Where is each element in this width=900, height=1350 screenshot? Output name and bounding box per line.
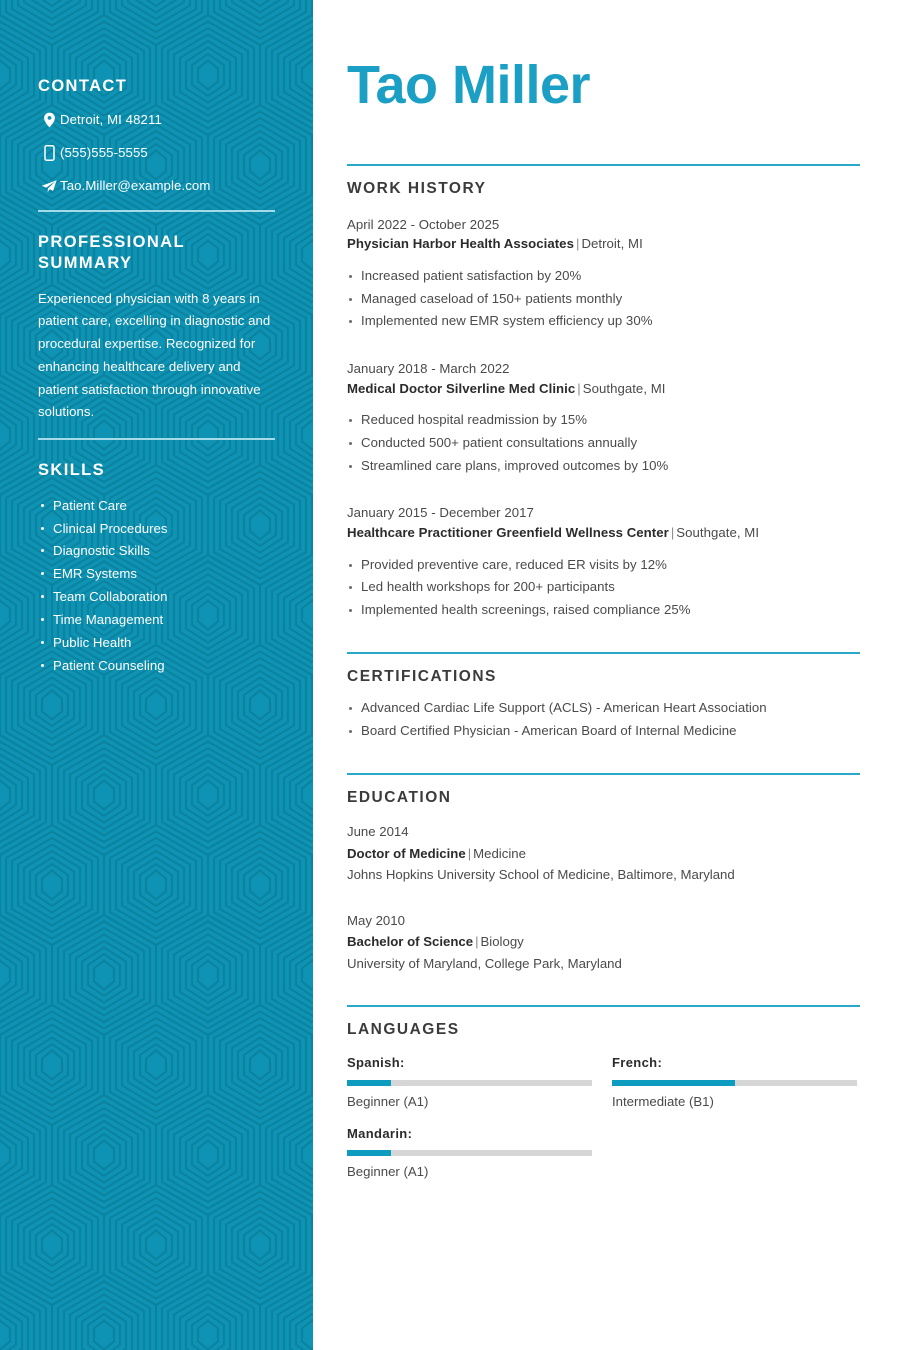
contact-item-email bbox=[38, 177, 275, 195]
main-content bbox=[313, 0, 900, 1350]
education-school: Johns Hopkins University School of Medicine, Baltimore, Maryland bbox=[347, 866, 735, 882]
contact-phone-text: (555)555-5555 bbox=[60, 145, 148, 161]
page-title: Tao Miller bbox=[347, 55, 591, 115]
job-role-company: Physician Harbor Health Associates bbox=[347, 236, 574, 252]
education-degree-line bbox=[347, 843, 866, 864]
language-proficiency-fill bbox=[612, 1080, 735, 1086]
work-history-section bbox=[347, 164, 866, 622]
education-field: Medicine bbox=[473, 845, 526, 861]
education-date: June 2014 bbox=[347, 824, 409, 840]
contact-item-location bbox=[38, 111, 275, 129]
education-entry bbox=[347, 911, 866, 974]
language-level: Beginner (A1) bbox=[347, 1093, 429, 1109]
language-proficiency-fill bbox=[347, 1080, 391, 1086]
job-location: Southgate, MI bbox=[582, 380, 666, 396]
phone-icon bbox=[38, 145, 60, 161]
work-history-entry bbox=[347, 215, 866, 333]
section-rule bbox=[347, 652, 860, 654]
contact-email-text: Tao.Miller@example.com bbox=[60, 178, 211, 194]
language-proficiency-bar bbox=[347, 1150, 592, 1156]
section-rule bbox=[347, 773, 860, 775]
job-bullet-list bbox=[347, 409, 866, 477]
jobs-container bbox=[347, 215, 866, 622]
sidebar-divider-1 bbox=[38, 210, 275, 212]
job-bullet: Implemented new EMR system efficiency up 30% bbox=[347, 310, 866, 333]
skill-item: Team Collaboration bbox=[38, 586, 275, 609]
education-separator: | bbox=[467, 845, 472, 861]
job-bullet-list bbox=[347, 554, 866, 622]
job-dates: April 2022 - October 2025 bbox=[347, 216, 500, 232]
job-bullet: Conducted 500+ patient consultations annually bbox=[347, 432, 866, 455]
skill-item: Patient Care bbox=[38, 495, 275, 518]
section-rule bbox=[347, 1005, 860, 1007]
language-name: French: bbox=[612, 1055, 663, 1071]
certifications-list bbox=[347, 697, 866, 742]
job-role-company: Healthcare Practitioner Greenfield Wellness Center bbox=[347, 525, 669, 541]
job-dates: January 2015 - December 2017 bbox=[347, 505, 534, 521]
contact-list bbox=[38, 111, 275, 195]
job-title-line bbox=[347, 379, 866, 399]
section-rule bbox=[347, 164, 860, 166]
contact-item-phone bbox=[38, 144, 275, 162]
job-separator: | bbox=[670, 525, 675, 541]
certifications-section bbox=[347, 652, 866, 743]
job-location: Detroit, MI bbox=[581, 236, 643, 252]
job-bullet: Implemented health screenings, raised compliance 25% bbox=[347, 599, 866, 622]
job-bullet: Reduced hospital readmission by 15% bbox=[347, 409, 866, 432]
skill-item: Diagnostic Skills bbox=[38, 540, 275, 563]
education-entry bbox=[347, 822, 866, 885]
skills-list bbox=[38, 495, 275, 678]
skill-item: EMR Systems bbox=[38, 563, 275, 586]
job-bullet-list bbox=[347, 265, 866, 333]
language-proficiency-fill bbox=[347, 1150, 391, 1156]
work-history-title: WORK HISTORY bbox=[347, 180, 487, 197]
language-entry bbox=[347, 1053, 592, 1111]
languages-section bbox=[347, 1005, 866, 1195]
work-history-entry bbox=[347, 503, 866, 621]
job-separator: | bbox=[575, 236, 580, 252]
certifications-title: CERTIFICATIONS bbox=[347, 667, 497, 685]
job-location: Southgate, MI bbox=[676, 525, 760, 541]
education-container bbox=[347, 822, 866, 973]
skill-item: Public Health bbox=[38, 632, 275, 655]
contact-heading: CONTACT bbox=[38, 76, 128, 95]
languages-grid bbox=[347, 1053, 866, 1194]
job-title-line bbox=[347, 234, 866, 254]
education-school: University of Maryland, College Park, Maryland bbox=[347, 955, 622, 971]
job-dates: January 2018 - March 2022 bbox=[347, 360, 510, 376]
education-title: EDUCATION bbox=[347, 788, 452, 806]
education-degree-line bbox=[347, 931, 866, 952]
education-date: May 2010 bbox=[347, 912, 405, 928]
skills-heading: SKILLS bbox=[38, 460, 106, 479]
education-section bbox=[347, 773, 866, 974]
job-bullet: Provided preventive care, reduced ER visits by 12% bbox=[347, 554, 866, 577]
job-bullet: Increased patient satisfaction by 20% bbox=[347, 265, 866, 288]
certification-item: Advanced Cardiac Life Support (ACLS) - American Heart Association bbox=[347, 697, 866, 720]
education-degree: Bachelor of Science bbox=[347, 934, 474, 950]
language-name: Mandarin: bbox=[347, 1125, 413, 1141]
language-proficiency-bar bbox=[347, 1080, 592, 1086]
sidebar bbox=[0, 0, 313, 1350]
job-title-line bbox=[347, 523, 866, 543]
location-pin-icon bbox=[38, 112, 60, 128]
send-email-icon bbox=[38, 179, 60, 193]
languages-title: LANGUAGES bbox=[347, 1020, 460, 1038]
certification-item: Board Certified Physician - American Board of Internal Medicine bbox=[347, 720, 866, 743]
skill-item: Clinical Procedures bbox=[38, 518, 275, 541]
education-degree: Doctor of Medicine bbox=[347, 845, 466, 861]
language-level: Beginner (A1) bbox=[347, 1164, 429, 1180]
sidebar-content bbox=[0, 14, 313, 678]
sidebar-divider-2 bbox=[38, 438, 275, 440]
language-proficiency-bar bbox=[612, 1080, 857, 1086]
job-role-company: Medical Doctor Silverline Med Clinic bbox=[347, 380, 576, 396]
skill-item: Time Management bbox=[38, 609, 275, 632]
job-bullet: Led health workshops for 200+ participants bbox=[347, 576, 866, 599]
language-entry bbox=[612, 1053, 857, 1111]
job-separator: | bbox=[577, 380, 581, 396]
skill-item: Patient Counseling bbox=[38, 655, 275, 678]
professional-summary-text: Experienced physician with 8 years in patient care, excelling in diagnostic and procedural expertise. Recognized for enhancing healthcare delivery and patient satisfaction through innovative solutions. bbox=[38, 290, 271, 420]
professional-summary-heading: PROFESSIONAL SUMMARY bbox=[38, 232, 185, 272]
job-bullet: Managed caseload of 150+ patients monthly bbox=[347, 288, 866, 311]
job-bullet: Streamlined care plans, improved outcomes by 10% bbox=[347, 455, 866, 478]
contact-location-text: Detroit, MI 48211 bbox=[60, 112, 162, 128]
education-separator: | bbox=[475, 934, 479, 950]
language-name: Spanish: bbox=[347, 1055, 405, 1071]
language-entry bbox=[347, 1124, 592, 1182]
language-level: Intermediate (B1) bbox=[612, 1093, 714, 1109]
work-history-entry bbox=[347, 359, 866, 477]
education-field: Biology bbox=[480, 934, 524, 950]
